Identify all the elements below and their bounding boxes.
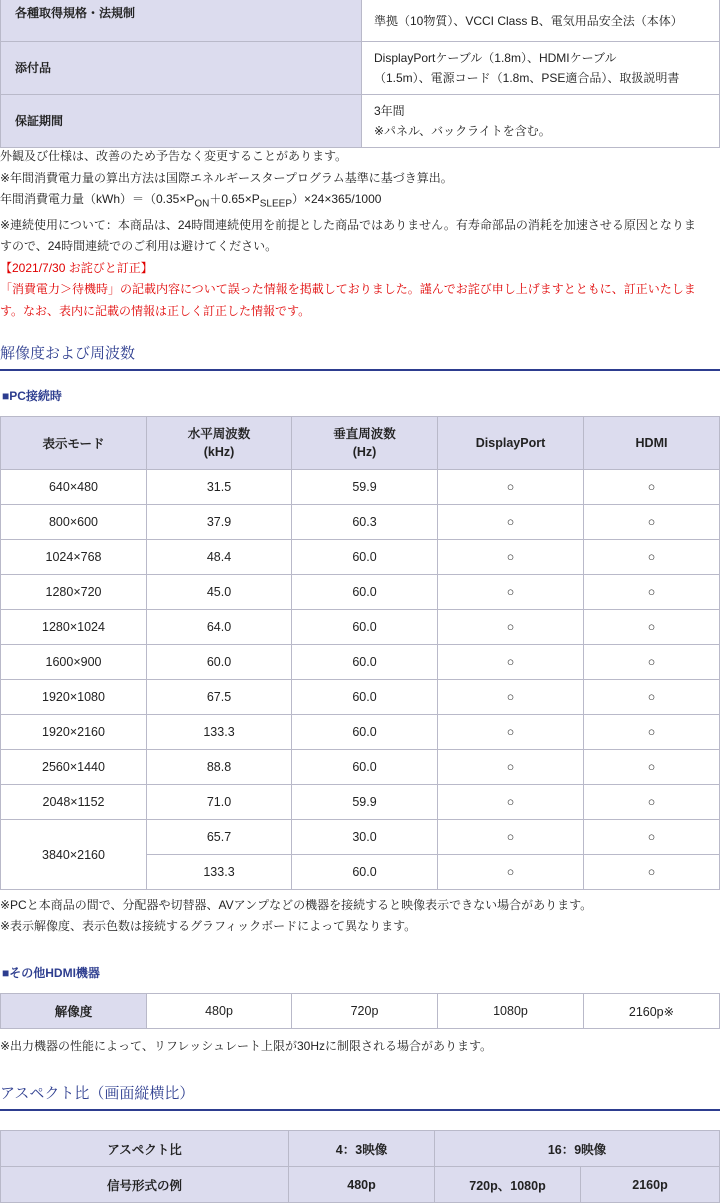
formula-part: 年間消費電力量（kWh）＝（0.35×P (0, 192, 195, 206)
spec-value (362, 95, 720, 148)
table-header-row (1, 417, 720, 470)
note-line: ※表示解像度、表示色数は接続するグラフィックボードによって異なります。 (0, 919, 417, 933)
correction-title: 【2021/7/30 お詫びと訂正】 (0, 260, 153, 275)
spec-value-line: DisplayPortケーブル（1.8m）、HDMIケーブル (374, 51, 617, 65)
dp-cell: ○ (438, 820, 584, 855)
vfreq-cell: 60.0 (292, 680, 438, 715)
hdmi-cell: ○ (584, 680, 720, 715)
dp-cell: ○ (438, 610, 584, 645)
vfreq-cell: 60.3 (292, 505, 438, 540)
subheading-hdmi-devices: ■その他HDMI機器 (2, 966, 100, 980)
resolution-table (0, 416, 720, 890)
spec-row-warranty (1, 95, 720, 148)
table-row (1, 540, 720, 575)
dp-cell: ○ (438, 855, 584, 890)
hfreq-cell: 88.8 (147, 750, 292, 785)
mode-cell: 800×600 (1, 505, 147, 540)
formula-part: ＋0.65×P (209, 192, 260, 206)
spec-row-accessories (1, 42, 720, 95)
aspect-table (0, 1130, 720, 1203)
dp-cell: ○ (438, 645, 584, 680)
table-row (1, 994, 720, 1029)
signal-cell: 2160p (581, 1167, 720, 1203)
mode-cell: 1920×2160 (1, 715, 147, 750)
dp-cell: ○ (438, 680, 584, 715)
dp-cell: ○ (438, 785, 584, 820)
hfreq-cell: 71.0 (147, 785, 292, 820)
dp-cell: ○ (438, 505, 584, 540)
spec-row-regulations (1, 0, 720, 42)
resolution-cell: 1080p (438, 994, 584, 1029)
vfreq-cell: 59.9 (292, 470, 438, 505)
col-header-hfreq: 水平周波数 (kHz) (147, 417, 292, 470)
dp-cell: ○ (438, 470, 584, 505)
section-title-resolution: 解像度および周波数 (0, 342, 720, 371)
spec-label: 添付品 (1, 42, 362, 95)
hfreq-cell: 64.0 (147, 610, 292, 645)
spec-value-line: 準拠（10物質）、VCCI Class B、電気用品安全法（本体） (374, 14, 683, 28)
table-row (1, 1131, 720, 1167)
table-row (1, 820, 720, 855)
table-row (1, 680, 720, 715)
hfreq-cell: 60.0 (147, 645, 292, 680)
aspect-4-3: 4：3映像 (289, 1131, 435, 1167)
hdmi-cell: ○ (584, 470, 720, 505)
dp-cell: ○ (438, 715, 584, 750)
dp-cell: ○ (438, 750, 584, 785)
spec-notes (0, 146, 720, 322)
hdmi-cell: ○ (584, 610, 720, 645)
hdmi-cell: ○ (584, 820, 720, 855)
resolution-cell: 480p (147, 994, 292, 1029)
hfreq-cell: 31.5 (147, 470, 292, 505)
spec-label: 各種取得規格・法規制 (1, 0, 362, 42)
formula-sub: ON (194, 198, 210, 210)
table-row (1, 1167, 720, 1203)
mode-cell: 2560×1440 (1, 750, 147, 785)
row-label: アスペクト比 (1, 1131, 289, 1167)
vfreq-cell: 59.9 (292, 785, 438, 820)
note-line: ※出力機器の性能によって、リフレッシュレート上限が30Hzに制限される場合があります。 (0, 1039, 493, 1053)
correction-text: 「消費電力＞待機時」の記載内容について誤った情報を掲載しておりました。謹んでお詫び申し上げますとともに、訂正いたしま (0, 282, 696, 297)
spec-table (0, 0, 720, 148)
signal-cell: 480p (289, 1167, 435, 1203)
note-line: 外観及び仕様は、改善のため予告なく変更することがあります。 (0, 149, 348, 163)
vfreq-cell: 60.0 (292, 750, 438, 785)
power-formula (0, 189, 720, 215)
hfreq-cell: 133.3 (147, 855, 292, 890)
resolution-notes (0, 895, 720, 937)
table-row (1, 715, 720, 750)
mode-cell: 3840×2160 (1, 820, 147, 890)
vfreq-cell: 60.0 (292, 540, 438, 575)
spec-value-line: （1.5m）、電源コード（1.8m、PSE適合品）、取扱説明書 (374, 71, 680, 85)
resolution-rows (1, 470, 720, 820)
hdmi-cell: ○ (584, 750, 720, 785)
table-row (1, 645, 720, 680)
dp-cell: ○ (438, 540, 584, 575)
hfreq-cell: 37.9 (147, 505, 292, 540)
table-row (1, 505, 720, 540)
spec-value (362, 42, 720, 95)
hdmi-cell: ○ (584, 715, 720, 750)
vfreq-cell: 60.0 (292, 610, 438, 645)
hdmi-cell: ○ (584, 575, 720, 610)
note-line: ※連続使用について：本商品は、24時間連続使用を前提とした商品ではありません。有寿命部品の消耗を加速させる原因となりま (0, 217, 696, 232)
table-row (1, 750, 720, 785)
resolution-cell: 720p (292, 994, 438, 1029)
hdmi-cell: ○ (584, 855, 720, 890)
note-line: ※年間消費電力量の算出方法は国際エネルギースタープログラム基準に基づき算出。 (0, 170, 453, 185)
hfreq-cell: 133.3 (147, 715, 292, 750)
vfreq-cell: 60.0 (292, 855, 438, 890)
col-header-mode: 表示モード (1, 417, 147, 470)
mode-cell: 1024×768 (1, 540, 147, 575)
col-header-hdmi: HDMI (584, 417, 720, 470)
mode-cell: 640×480 (1, 470, 147, 505)
row-label: 解像度 (1, 994, 147, 1029)
mode-cell: 2048×1152 (1, 785, 147, 820)
note-line: すので、24時間連続でのご利用は避けてください。 (0, 239, 278, 254)
table-row (1, 610, 720, 645)
hfreq-cell: 65.7 (147, 820, 292, 855)
subheading-pc: ■PC接続時 (2, 389, 62, 403)
table-row (1, 470, 720, 505)
hdmi-cell: ○ (584, 540, 720, 575)
spec-label: 保証期間 (1, 95, 362, 148)
hfreq-cell: 48.4 (147, 540, 292, 575)
signal-cell: 720p、1080p (435, 1167, 581, 1203)
vfreq-cell: 60.0 (292, 575, 438, 610)
vfreq-cell: 60.0 (292, 715, 438, 750)
hfreq-cell: 45.0 (147, 575, 292, 610)
hdmi-cell: ○ (584, 645, 720, 680)
mode-cell: 1280×1024 (1, 610, 147, 645)
hdmi-device-table (0, 993, 720, 1029)
hfreq-cell: 67.5 (147, 680, 292, 715)
spec-value (362, 0, 720, 42)
mode-cell: 1600×900 (1, 645, 147, 680)
spec-value-line: ※パネル、バックライトを含む。 (374, 124, 551, 138)
aspect-16-9: 16：9映像 (435, 1131, 720, 1167)
hdmi-cell: ○ (584, 505, 720, 540)
formula-sub: SLEEP (259, 198, 292, 210)
spec-value-line: 3年間 (374, 104, 405, 118)
mode-cell: 1920×1080 (1, 680, 147, 715)
vfreq-cell: 60.0 (292, 645, 438, 680)
mode-cell: 1280×720 (1, 575, 147, 610)
vfreq-cell: 30.0 (292, 820, 438, 855)
hdmi-device-note (0, 1036, 720, 1057)
col-header-displayport: DisplayPort (438, 417, 584, 470)
correction-text: す。なお、表内に記載の情報は正しく訂正した情報です。 (0, 303, 311, 318)
resolution-cell: 2160p※ (584, 994, 720, 1029)
col-header-vfreq: 垂直周波数 (Hz) (292, 417, 438, 470)
formula-part: ）×24×365/1000 (292, 192, 382, 206)
hdmi-cell: ○ (584, 785, 720, 820)
table-row (1, 785, 720, 820)
note-line: ※PCと本商品の間で、分配器や切替器、AVアンプなどの機器を接続すると映像表示できない場合があります。 (0, 898, 593, 912)
dp-cell: ○ (438, 575, 584, 610)
row-label: 信号形式の例 (1, 1167, 289, 1203)
section-title-aspect: アスペクト比（画面縦横比） (0, 1082, 720, 1111)
table-row (1, 575, 720, 610)
